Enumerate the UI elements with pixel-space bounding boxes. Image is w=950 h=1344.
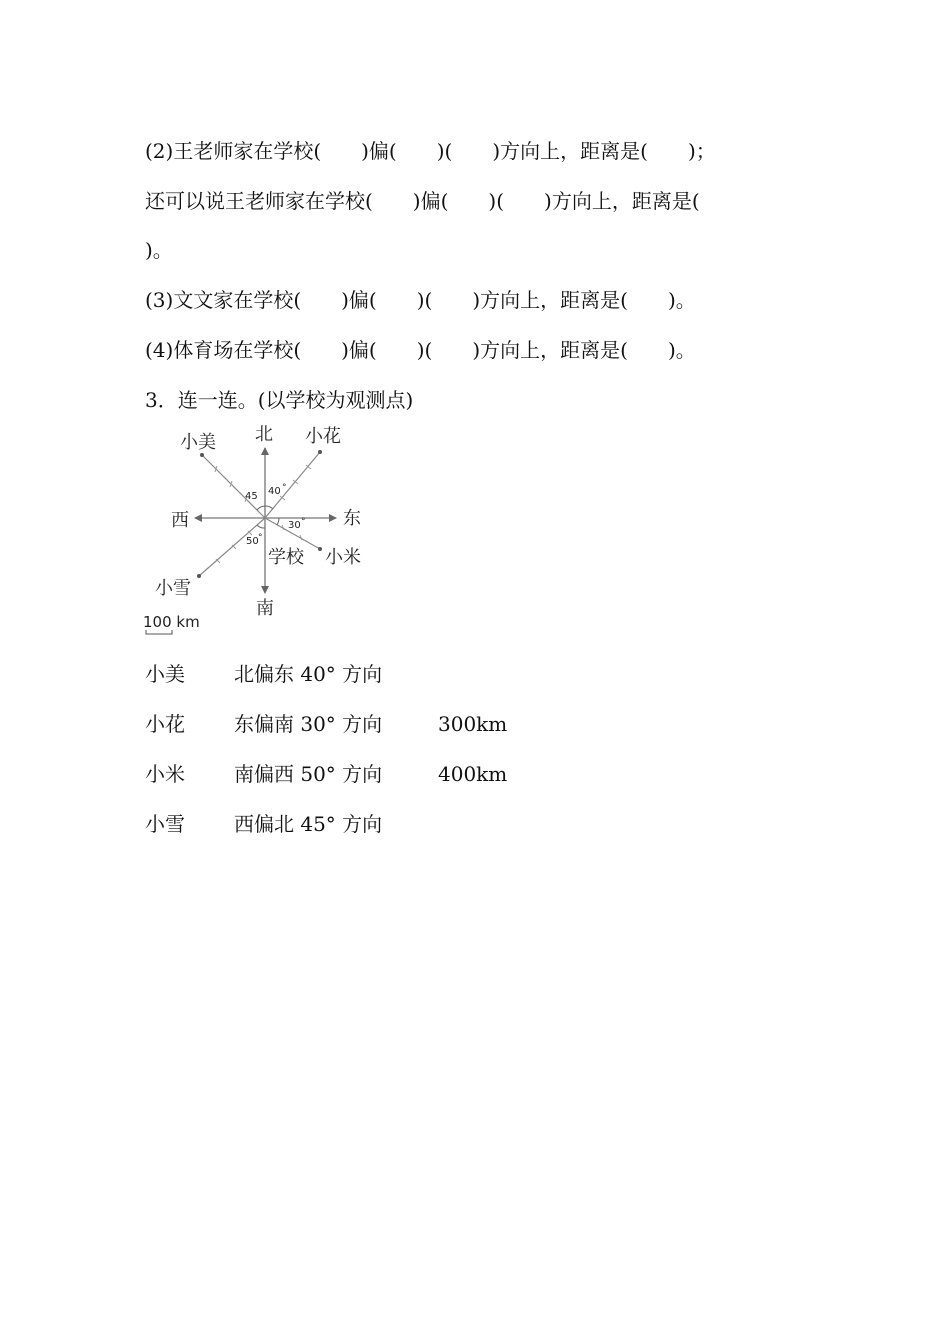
ray-xiaomei: [202, 455, 265, 518]
degree-mark-50: °: [258, 533, 263, 543]
label-east: 东: [343, 508, 361, 529]
match-distance: 400km: [438, 762, 508, 786]
direction-diagram: [140, 418, 400, 638]
point-xiaomei: [200, 453, 204, 457]
scale-label: 100 km: [143, 613, 200, 631]
match-name: 小美: [145, 662, 185, 686]
label-north: 北: [255, 424, 273, 445]
label-xiaomei: 小美: [180, 432, 216, 453]
angle-arc-south: [257, 525, 265, 528]
label-xiaohua: 小花: [305, 426, 341, 447]
point-xiaohua: [318, 450, 322, 454]
angle-label-40: 40: [268, 486, 281, 497]
label-xiaomi: 小米: [325, 547, 361, 568]
label-school: 学校: [268, 547, 304, 568]
match-name: 小米: [145, 762, 185, 786]
question-2-line-3: )。: [145, 238, 173, 262]
label-west: 西: [171, 510, 189, 531]
point-xiaoxue: [197, 574, 201, 578]
match-direction: 南偏西 50° 方向: [234, 762, 383, 786]
match-name: 小雪: [145, 812, 185, 836]
question-2-line-2: 还可以说王老师家在学校( )偏( )( )方向上，距离是(: [145, 189, 700, 213]
question-4: (4)体育场在学校( )偏( )( )方向上，距离是( )。: [145, 338, 696, 362]
question-2-line-1: (2)王老师家在学校( )偏( )( )方向上，距离是( )；: [145, 139, 716, 163]
match-direction: 西偏北 45° 方向: [234, 812, 383, 836]
match-direction: 北偏东 40° 方向: [234, 662, 383, 686]
match-direction: 东偏南 30° 方向: [234, 712, 383, 736]
degree-mark-40: °: [282, 483, 287, 493]
label-xiaoxue: 小雪: [155, 578, 191, 599]
label-south: 南: [256, 598, 274, 619]
match-row: [145, 810, 383, 922]
degree-mark-30: °: [301, 517, 306, 527]
ray-xiaohua: [265, 452, 320, 518]
point-xiaomi: [318, 547, 322, 551]
section-3-title: 3．连一连。(以学校为观测点): [145, 388, 414, 412]
match-name: 小花: [145, 712, 185, 736]
question-3: (3)文文家在学校( )偏( )( )方向上，距离是( )。: [145, 288, 696, 312]
angle-label-45: 45: [245, 491, 258, 502]
angle-label-30: 30: [288, 520, 301, 531]
angle-label-50: 50: [246, 536, 259, 547]
ray-xiaoxue: [199, 518, 265, 576]
match-distance: 300km: [438, 712, 508, 736]
angle-arc-east: [277, 518, 279, 525]
